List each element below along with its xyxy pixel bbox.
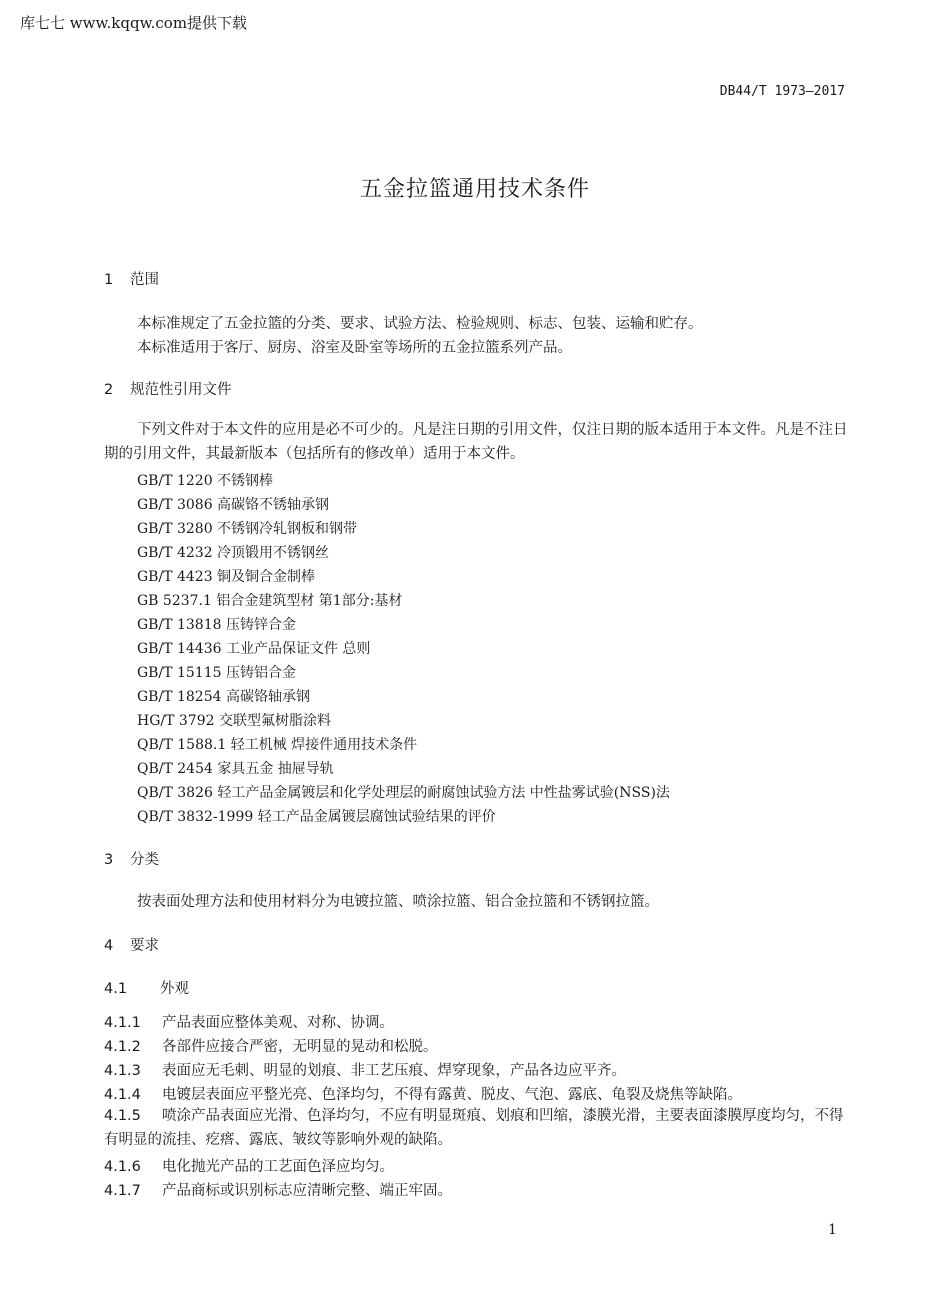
section-number: 3	[104, 852, 114, 868]
subsection-heading-appearance	[104, 977, 189, 998]
clause-4-1-2	[104, 1035, 438, 1056]
clause-number: 4.1.5	[104, 1108, 141, 1124]
section-number: 1	[104, 272, 114, 288]
reference-item: GB/T 4232 冷顶锻用不锈钢丝	[137, 545, 330, 561]
section-title: 范围	[130, 272, 159, 288]
page-number: 1	[828, 1222, 837, 1238]
clause-4-1-7	[104, 1179, 452, 1200]
reference-item: GB/T 3086 高碳铬不锈轴承钢	[137, 497, 330, 513]
reference-item: HG/T 3792 交联型氟树脂涂料	[137, 713, 331, 729]
section-heading-requirements	[104, 934, 159, 955]
watermark-text: 库七七 www.kqqw.com提供下载	[20, 14, 248, 32]
subsection-title: 外观	[160, 981, 189, 997]
clause-4-1-6	[104, 1155, 394, 1176]
reference-item: GB/T 15115 压铸铝合金	[137, 665, 296, 681]
section-heading-scope	[104, 268, 159, 289]
clause-text: 电化抛光产品的工艺面色泽应均匀。	[162, 1159, 394, 1175]
reference-item: QB/T 3826 轻工产品金属镀层和化学处理层的耐腐蚀试验方法 中性盐雾试验(NSS)法	[137, 785, 670, 801]
reference-item: GB/T 13818 压铸锌合金	[137, 617, 296, 633]
section-title: 规范性引用文件	[130, 382, 232, 398]
reference-item: GB/T 14436 工业产品保证文件 总则	[137, 641, 371, 657]
clause-text: 电镀层表面应平整光亮、色泽均匀，不得有露黄、脱皮、气泡、露底、龟裂及烧焦等缺陷。	[162, 1087, 742, 1103]
classification-text: 按表面处理方法和使用材料分为电镀拉篮、喷涂拉篮、铝合金拉篮和不锈钢拉篮。	[137, 894, 659, 910]
clause-4-1-4	[104, 1083, 742, 1104]
reference-item: QB/T 3832-1999 轻工产品金属镀层腐蚀试验结果的评价	[137, 809, 496, 825]
clause-number: 4.1.1	[104, 1015, 141, 1031]
reference-item: QB/T 1588.1 轻工机械 焊接件通用技术条件	[137, 737, 418, 753]
reference-item: GB/T 3280 不锈钢冷轧钢板和钢带	[137, 521, 358, 537]
reference-item: QB/T 2454 家具五金 抽屉导轨	[137, 761, 334, 777]
section-title: 分类	[130, 852, 159, 868]
clause-4-1-5	[104, 1104, 849, 1152]
clause-4-1-1	[104, 1011, 394, 1032]
reference-item: GB/T 18254 高碳铬轴承钢	[137, 689, 310, 705]
reference-item: GB 5237.1 铝合金建筑型材 第1部分:基材	[137, 593, 403, 609]
clause-number: 4.1.7	[104, 1183, 141, 1199]
section-heading-classification	[104, 848, 159, 869]
document-title: 五金拉篮通用技术条件	[359, 177, 590, 202]
clause-number: 4.1.6	[104, 1159, 141, 1175]
scope-line-1: 本标准规定了五金拉篮的分类、要求、试验方法、检验规则、标志、包装、运输和贮存。	[137, 316, 703, 332]
clause-4-1-3	[104, 1059, 626, 1080]
scope-line-2: 本标准适用于客厅、厨房、浴室及卧室等场所的五金拉篮系列产品。	[137, 340, 572, 356]
clause-number: 4.1.3	[104, 1063, 141, 1079]
reference-item: GB/T 1220 不锈钢棒	[137, 473, 274, 489]
reference-item: GB/T 4423 铜及铜合金制棒	[137, 569, 316, 585]
subsection-number: 4.1	[104, 981, 128, 997]
standard-number: DB44/T 1973—2017	[719, 84, 845, 99]
clause-number: 4.1.2	[104, 1039, 141, 1055]
clause-text: 产品商标或识别标志应清晰完整、端正牢固。	[162, 1183, 452, 1199]
clause-text: 表面应无毛刺、明显的划痕、非工艺压痕、焊穿现象，产品各边应平齐。	[162, 1063, 626, 1079]
section-title: 要求	[130, 938, 159, 954]
section-heading-references	[104, 378, 232, 399]
clause-text: 各部件应接合严密，无明显的晃动和松脱。	[162, 1039, 438, 1055]
section-number: 4	[104, 938, 114, 954]
references-intro: 下列文件对于本文件的应用是必不可少的。凡是注日期的引用文件，仅注日期的版本适用于本文件。凡是不注日期的引用文件，其最新版本（包括所有的修改单）适用于本文件。	[104, 422, 848, 462]
clause-number: 4.1.4	[104, 1087, 141, 1103]
section-number: 2	[104, 382, 114, 398]
clause-text: 产品表面应整体美观、对称、协调。	[162, 1015, 394, 1031]
clause-text: 喷涂产品表面应光滑、色泽均匀，不应有明显斑痕、划痕和凹缩，漆膜光滑，主要表面漆膜厚度均匀，不得有明显的流挂、疙瘩、露底、皱纹等影响外观的缺陷。	[104, 1108, 844, 1148]
